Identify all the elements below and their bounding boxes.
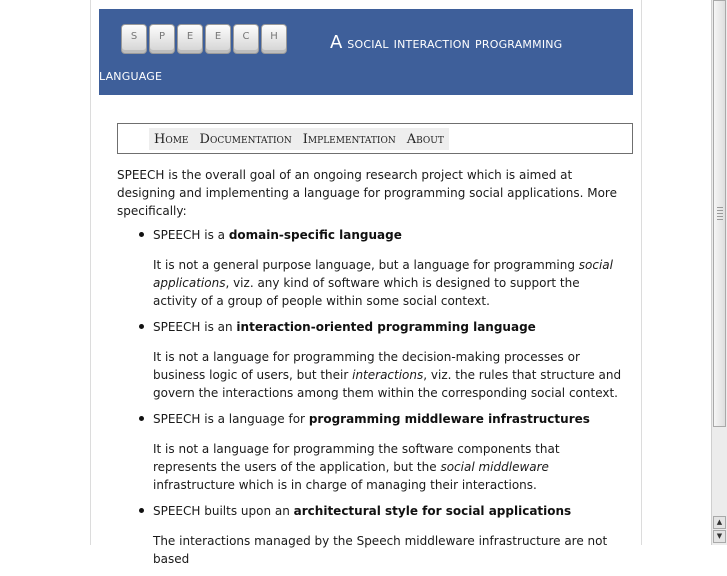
feature-heading-bold: architectural style for social applications	[293, 504, 572, 518]
desc-text: It is not a language for programming the decision-making processes or business logic of users, but their	[153, 350, 580, 382]
desc-text: , viz. the rules that structure and govern the interactions among them within the corresponding social context.	[153, 368, 622, 400]
feature-heading-prefix: SPEECH is a	[153, 228, 229, 242]
grip-icon	[717, 207, 723, 221]
intro-paragraph: SPEECH is the overall goal of an ongoing research project which is aimed at designing and implementing a language for programming social applications. More specifically:	[117, 168, 617, 218]
list-item	[117, 502, 627, 568]
desc-emphasis: interactions	[352, 368, 424, 382]
logo-key: E	[177, 24, 203, 54]
desc-text: infrastructure which is in charge of managing their interactions.	[153, 478, 537, 492]
tagline-line-2: language	[99, 66, 163, 84]
feature-heading	[153, 502, 627, 520]
feature-heading	[153, 410, 627, 428]
list-item	[117, 318, 627, 402]
bullet-icon	[139, 324, 144, 329]
feature-heading-bold: programming middleware infrastructures	[308, 412, 590, 426]
tagline-rest: social interaction programming	[342, 34, 563, 52]
logo-key: C	[233, 24, 259, 54]
logo-key: P	[149, 24, 175, 54]
scrollbar-thumb[interactable]	[713, 0, 726, 427]
desc-text: It is not a general purpose language, but a language for programming	[153, 258, 579, 272]
feature-heading-prefix: SPEECH is an	[153, 320, 237, 334]
triangle-up-icon: ▲	[716, 518, 723, 526]
speech-logo[interactable]	[121, 24, 289, 54]
logo-key: E	[205, 24, 231, 54]
nav-link-home[interactable]: Home	[154, 131, 189, 147]
logo-key: H	[261, 24, 287, 54]
feature-description	[153, 348, 627, 402]
vertical-scrollbar[interactable]	[711, 0, 727, 545]
main-content	[117, 166, 627, 576]
scroll-down-button[interactable]	[713, 530, 726, 543]
nav-link-about[interactable]: About	[406, 131, 444, 147]
feature-heading-bold: domain-specific language	[228, 228, 402, 242]
feature-heading-prefix: SPEECH builts upon an	[153, 504, 294, 518]
nav-link-implementation[interactable]: Implementation	[302, 131, 396, 147]
feature-heading-prefix: SPEECH is a language for	[153, 412, 309, 426]
nav-menu	[149, 128, 449, 150]
feature-description	[153, 440, 627, 494]
desc-text: The interactions managed by the Speech middleware infrastructure are not based	[153, 534, 608, 566]
feature-list	[117, 226, 627, 568]
feature-heading	[153, 318, 627, 336]
bullet-icon	[139, 416, 144, 421]
tagline-initial: A	[330, 32, 343, 53]
tagline-line-1	[330, 32, 562, 53]
feature-description	[153, 532, 627, 568]
triangle-down-icon: ▼	[716, 532, 723, 540]
feature-heading-bold: interaction-oriented programming language	[236, 320, 536, 334]
desc-emphasis: social applications	[153, 258, 613, 290]
list-item	[117, 410, 627, 494]
main-navigation	[117, 123, 633, 154]
logo-key: S	[121, 24, 147, 54]
site-banner	[99, 9, 633, 95]
desc-emphasis: social middleware	[440, 460, 549, 474]
bullet-icon	[139, 508, 144, 513]
bullet-icon	[139, 232, 144, 237]
scroll-up-button[interactable]	[713, 516, 726, 529]
nav-link-documentation[interactable]: Documentation	[199, 131, 292, 147]
desc-text: It is not a language for programming the software components that represents the users of the application, but the	[153, 442, 560, 474]
feature-heading	[153, 226, 627, 244]
desc-text: , viz. any kind of software which is designed to support the activity of a group of people within some social context.	[153, 276, 580, 308]
feature-description	[153, 256, 627, 310]
list-item	[117, 226, 627, 310]
